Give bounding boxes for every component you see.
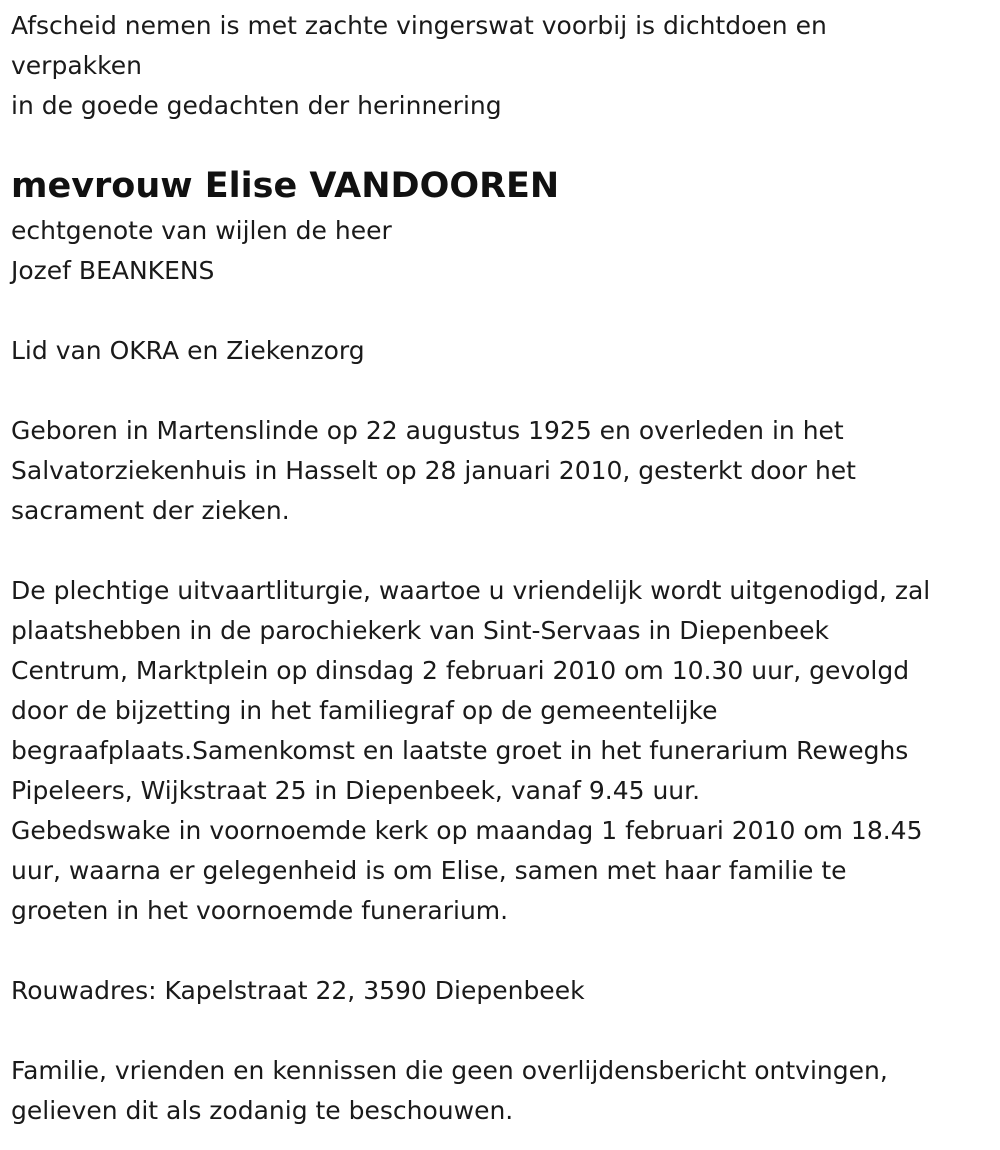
paragraph-line: Geboren in Martenslinde op 22 augustus 1925 en overleden in het — [11, 416, 844, 445]
spacer — [11, 291, 996, 331]
paragraph-line: plaatshebben in de parochiekerk van Sint-Servaas in Diepenbeek — [11, 616, 829, 645]
paragraph-line: Centrum, Marktplein op dinsdag 2 februari 2010 om 10.30 uur, gevolgd — [11, 656, 910, 685]
paragraph-line: groeten in het voornoemde funerarium. — [11, 896, 509, 925]
ceremony-paragraph — [11, 571, 996, 931]
paragraph-line: door de bijzetting in het familiegraf op de gemeentelijke — [11, 696, 718, 725]
spouse-info — [11, 211, 996, 291]
paragraph-line: uur, waarna er gelegenheid is om Elise, samen met haar familie te — [11, 856, 847, 885]
paragraph-line: sacrament der zieken. — [11, 496, 290, 525]
spacer — [11, 531, 996, 571]
paragraph-line: Salvatorziekenhuis in Hasselt op 28 januari 2010, gesterkt door het — [11, 456, 856, 485]
closing-paragraph — [11, 1051, 996, 1131]
paragraph-line: Gebedswake in voornoemde kerk op maandag 1 februari 2010 om 18.45 — [11, 816, 923, 845]
spacer — [11, 371, 996, 411]
mourning-address: Rouwadres: Kapelstraat 22, 3590 Diepenbeek — [11, 976, 585, 1005]
deceased-name: mevrouw Elise VANDOOREN — [11, 166, 560, 206]
intro-line: in de goede gedachten der herinnering — [11, 91, 502, 120]
intro-line: Afscheid nemen is met zachte vingerswat voorbij is dichtdoen en — [11, 11, 827, 40]
birth-death-paragraph — [11, 411, 996, 531]
obituary-notice — [11, 6, 996, 1131]
paragraph-line: Pipeleers, Wijkstraat 25 in Diepenbeek, vanaf 9.45 uur. — [11, 776, 701, 805]
spacer — [11, 931, 996, 971]
spouse-line: echtgenote van wijlen de heer — [11, 216, 392, 245]
intro-line: verpakken — [11, 51, 142, 80]
intro-verse — [11, 6, 996, 126]
paragraph-line: gelieven dit als zodanig te beschouwen. — [11, 1096, 514, 1125]
paragraph-line: Familie, vrienden en kennissen die geen overlijdensbericht ontvingen, — [11, 1056, 888, 1085]
membership-text: Lid van OKRA en Ziekenzorg — [11, 336, 365, 365]
paragraph-line: begraafplaats.Samenkomst en laatste groet in het funerarium Reweghs — [11, 736, 909, 765]
paragraph-line: De plechtige uitvaartliturgie, waartoe u vriendelijk wordt uitgenodigd, zal — [11, 576, 931, 605]
spacer — [11, 1011, 996, 1051]
spouse-line: Jozef BEANKENS — [11, 256, 215, 285]
